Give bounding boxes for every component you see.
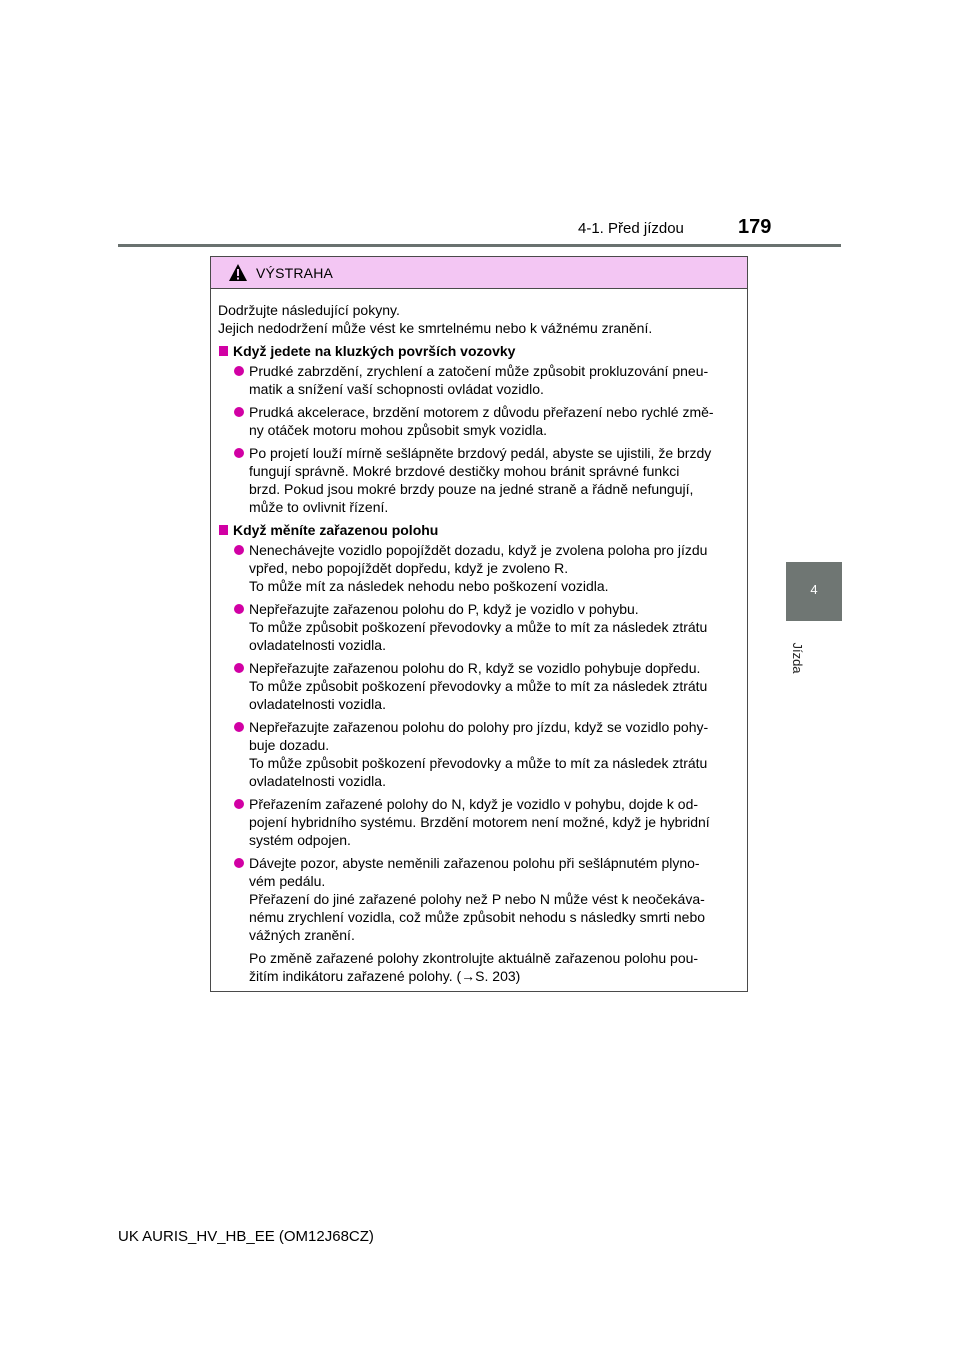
header-divider: [118, 244, 841, 247]
warning-body: [211, 289, 747, 985]
bullet-dot-icon: [234, 858, 244, 868]
square-bullet-icon: [219, 525, 228, 535]
list-item: Přeřazením zařazené polohy do N, když je vozidlo v pohybu, dojde k od- pojení hybridního systému. Brzdění motorem není možné, když je hybridní systém odpojen.: [218, 795, 741, 849]
intro-line: Dodržujte následující pokyny.: [218, 302, 400, 318]
bullet-dot-icon: [234, 448, 244, 458]
list-item: Prudké zabrzdění, zrychlení a zatočení může způsobit prokluzování pneu- matik a snížení vaší schopnosti ovládat vozidlo.: [218, 362, 741, 398]
list-item: Po projetí louží mírně sešlápněte brzdový pedál, abyste se ujistili, že brzdy fungují správně. Mokré brzdové destičky mohou bránit správné funkci brzd. Pokud jsou mokré brzdy pouze na jedné straně a řádně nefungují, může to ovlivnit řízení.: [218, 444, 741, 516]
bullet-dot-icon: [234, 663, 244, 673]
bullet-dot-icon: [234, 722, 244, 732]
warning-triangle-icon: [228, 263, 248, 282]
warning-header: [211, 257, 747, 289]
chapter-label: Jízda: [790, 642, 805, 674]
bullet-dot-icon: [234, 407, 244, 417]
list-item: Nepřeřazujte zařazenou polohu do R, když se vozidlo pohybuje dopředu. To může způsobit poškození převodovky a může to mít za následek ztrátu ovladatelnosti vozidla.: [218, 659, 741, 713]
intro-line: Jejich nedodržení může vést ke smrtelnému nebo k vážnému zranění.: [218, 320, 653, 336]
page-number: 179: [738, 216, 772, 238]
section-title: 4-1. Před jízdou: [578, 220, 684, 237]
bullet-dot-icon: [234, 799, 244, 809]
list-item: Nenechávejte vozidlo popojíždět dozadu, když je zvolena poloha pro jízdu vpřed, nebo popojíždět dopředu, když je zvoleno R. To může mít za následek nehodu nebo poškození vozidla.: [218, 541, 741, 595]
list-item: Nepřeřazujte zařazenou polohu do P, když je vozidlo v pohybu. To může způsobit poškození převodovky a může to mít za následek ztrátu ovladatelnosti vozidla.: [218, 600, 741, 654]
bullet-dot-icon: [234, 545, 244, 555]
warning-box: [210, 256, 748, 992]
section-heading-slippery: Když jedete na kluzkých površích vozovky: [218, 342, 741, 360]
list-item-continuation: Po změně zařazené polohy zkontrolujte aktuálně zařazenou polohu pou- žitím indikátoru zařazené polohy. (→S. 203): [218, 949, 741, 985]
list-item: Dávejte pozor, abyste neměnili zařazenou polohu při sešlápnutém plyno- vém pedálu. Přeřazení do jiné zařazené polohy než P nebo N může vést k neočekáva- nému zrychlení vozidla, což může způsobit nehodu s následky smrti nebo vážných zranění.: [218, 854, 741, 944]
page-reference: žitím indikátoru zařazené polohy. (→S. 203): [249, 968, 521, 984]
square-bullet-icon: [219, 346, 228, 356]
manual-code-footer: UK AURIS_HV_HB_EE (OM12J68CZ): [118, 1228, 374, 1245]
warning-title: VÝSTRAHA: [256, 265, 334, 281]
list-item: Nepřeřazujte zařazenou polohu do polohy pro jízdu, když se vozidlo pohy- buje dozadu. To může způsobit poškození převodovky a může to mít za následek ztrátu ovladatelnosti vozidla.: [218, 718, 741, 790]
chapter-number: 4: [810, 582, 818, 597]
section-heading-gear-change: Když měníte zařazenou polohu: [218, 521, 741, 539]
list-item: Prudká akcelerace, brzdění motorem z důvodu přeřazení nebo rychlé změ- ny otáček motoru mohou způsobit smyk vozidla.: [218, 403, 741, 439]
chapter-tab: [786, 562, 842, 621]
bullet-dot-icon: [234, 604, 244, 614]
bullet-dot-icon: [234, 366, 244, 376]
warning-intro: [218, 301, 741, 337]
